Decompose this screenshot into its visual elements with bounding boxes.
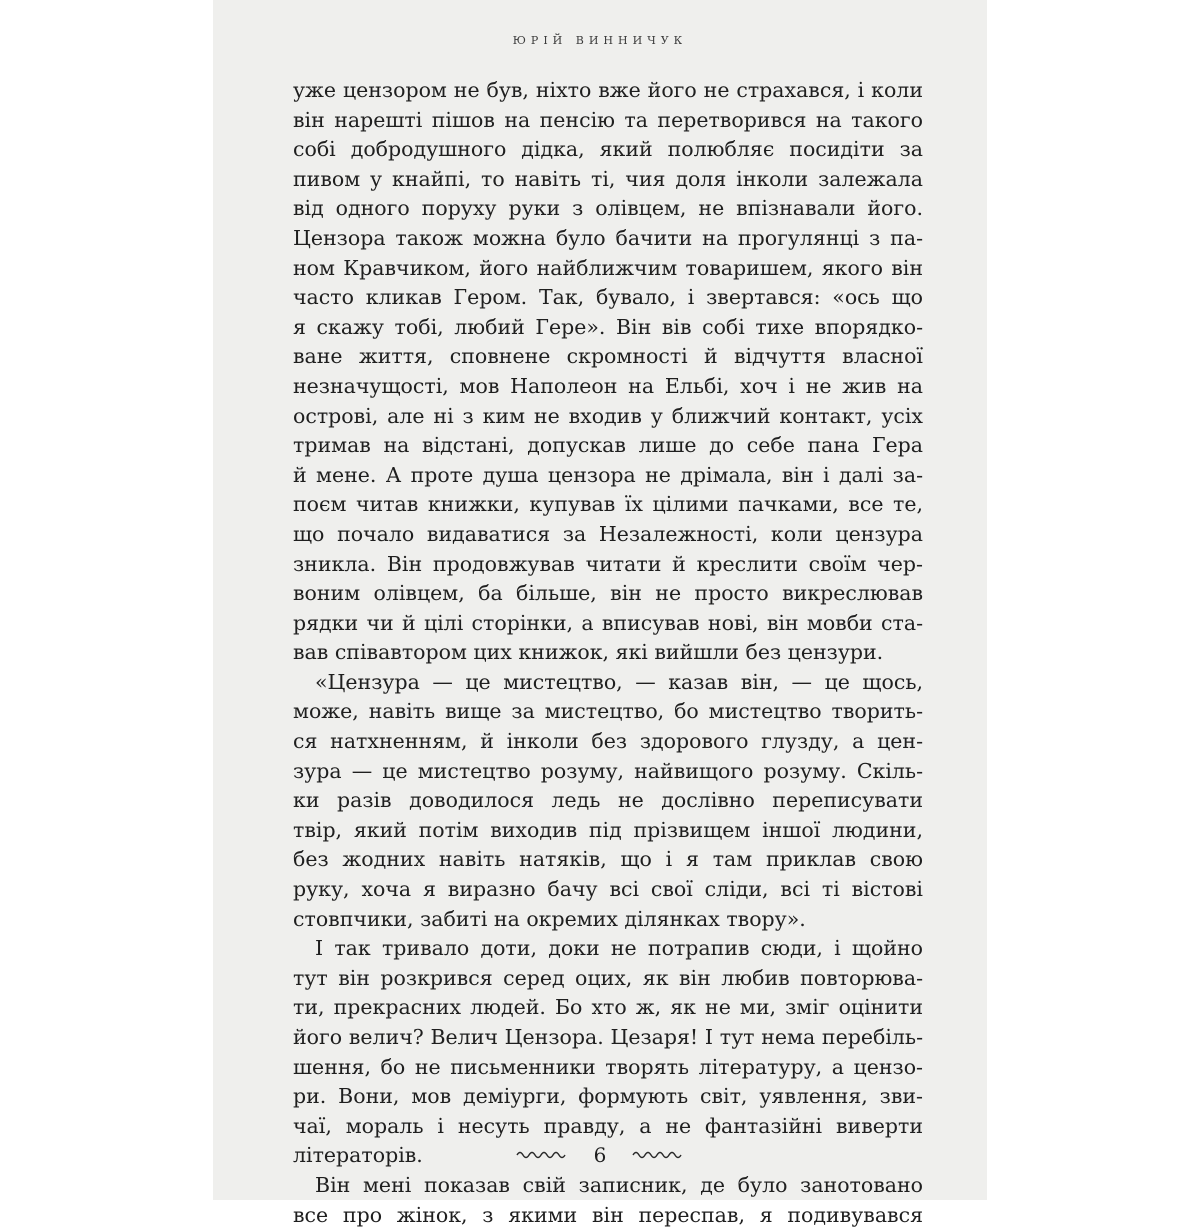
paragraph-1 — [293, 76, 923, 668]
text-line: ри. Вони, мов деміурги, формують світ, уявлення, зви- — [293, 1084, 923, 1109]
paragraph-2 — [293, 668, 923, 934]
text-line: від одного поруху руки з олівцем, не впізнавали його. — [293, 196, 923, 221]
text-line: твір, який потім виходив під прізвищем іншої людини, — [293, 817, 923, 842]
text-line: ване життя, сповнене скромності й відчуття власної — [293, 344, 923, 369]
wave-ornament-icon — [516, 1149, 568, 1161]
text-line: шення, бо не письменники творять літературу, а цензо- — [293, 1054, 923, 1079]
text-line: все про жінок, з якими він переспав, я подивувався — [293, 1202, 923, 1227]
text-line: літераторів. — [293, 1143, 423, 1168]
text-line: зникла. Він продовжував читати й креслити своїм чер- — [293, 551, 923, 576]
text-line: воним олівцем, ба більше, він не просто викреслював — [293, 581, 923, 606]
text-line: пивом у кнайпі, то навіть ті, чия доля інколи залежала — [293, 166, 923, 191]
text-line: острові, але ні з ким не входив у ближчий контакт, усіх — [293, 403, 923, 428]
wave-ornament-icon — [632, 1149, 684, 1161]
text-line: поєм читав книжки, купував їх цілими пачками, все те, — [293, 492, 923, 517]
text-line: собі добродушного дідка, який полюбляє посидіти за — [293, 137, 923, 162]
text-line: зура — це мистецтво розуму, найвищого розуму. Скіль- — [293, 758, 923, 783]
paragraph-3 — [293, 934, 923, 1171]
text-line: руку, хоча я виразно бачу всі свої сліди, всі ті вістові — [293, 877, 923, 902]
text-line: уже цензором не був, ніхто вже його не страхався, і коли — [293, 78, 923, 102]
text-line: Цензора також можна було бачити на прогулянці з па- — [293, 225, 923, 250]
text-line: без жодних навіть натяків, що і я там приклав свою — [293, 847, 923, 872]
text-line: ном Кравчиком, його найближчим товаришем, якого він — [293, 255, 923, 280]
text-line: тримав на відстані, допускав лише до себе пана Гера — [293, 433, 923, 458]
text-line: стовпчики, забиті на окремих ділянках твору». — [293, 906, 806, 931]
text-line: Він мені показав свій записник, де було занотовано — [315, 1172, 923, 1197]
text-line: незначущості, мов Наполеон на Ельбі, хоч і не жив на — [293, 373, 923, 398]
text-line: ки разів доводилося ледь не дослівно переписувати — [293, 788, 923, 813]
text-line: я скажу тобі, любий Гере». Він вів собі тихе впорядко- — [293, 314, 923, 339]
page-footer — [213, 1143, 987, 1167]
text-line: чаї, мораль і несуть правду, а не фантазійні виверти — [293, 1113, 923, 1138]
text-line: ти, прекрасних людей. Бо хто ж, як не ми, зміг оцінити — [293, 995, 923, 1020]
text-line: часто кликав Гером. Так, бувало, і звертався: «ось що — [293, 285, 923, 310]
text-line: що почало видаватися за Незалежності, коли цензура — [293, 521, 923, 546]
body-text — [293, 76, 923, 1230]
text-line: може, навіть вище за мистецтво, бо мистецтво творить- — [293, 699, 923, 724]
text-line: «Цензура — це мистецтво, — казав він, — це щось, — [315, 669, 923, 694]
paragraph-4 — [293, 1171, 923, 1230]
text-line: ся натхненням, й інколи без здорового глузду, а цен- — [293, 729, 923, 754]
book-page — [213, 0, 987, 1227]
text-line: він нарешті пішов на пенсію та перетворився на такого — [293, 107, 923, 132]
text-line: тут він розкрився серед оцих, як він любив повторюва- — [293, 965, 923, 990]
page-number: 6 — [593, 1143, 607, 1167]
text-line: й мене. А проте душа цензора не дрімала, він і далі за- — [293, 462, 923, 487]
text-line: вав співавтором цих книжок, які вийшли без цензури. — [293, 640, 884, 665]
text-line: його велич? Велич Цензора. Цезаря! І тут нема перебіль- — [293, 1025, 923, 1049]
running-header-author: ЮРІЙ ВИННИЧУК — [512, 34, 688, 47]
text-line: І так тривало доти, доки не потрапив сюди, і щойно — [315, 936, 923, 961]
text-line: рядки чи й цілі сторінки, а вписував нові, він мовби ста- — [293, 610, 923, 635]
